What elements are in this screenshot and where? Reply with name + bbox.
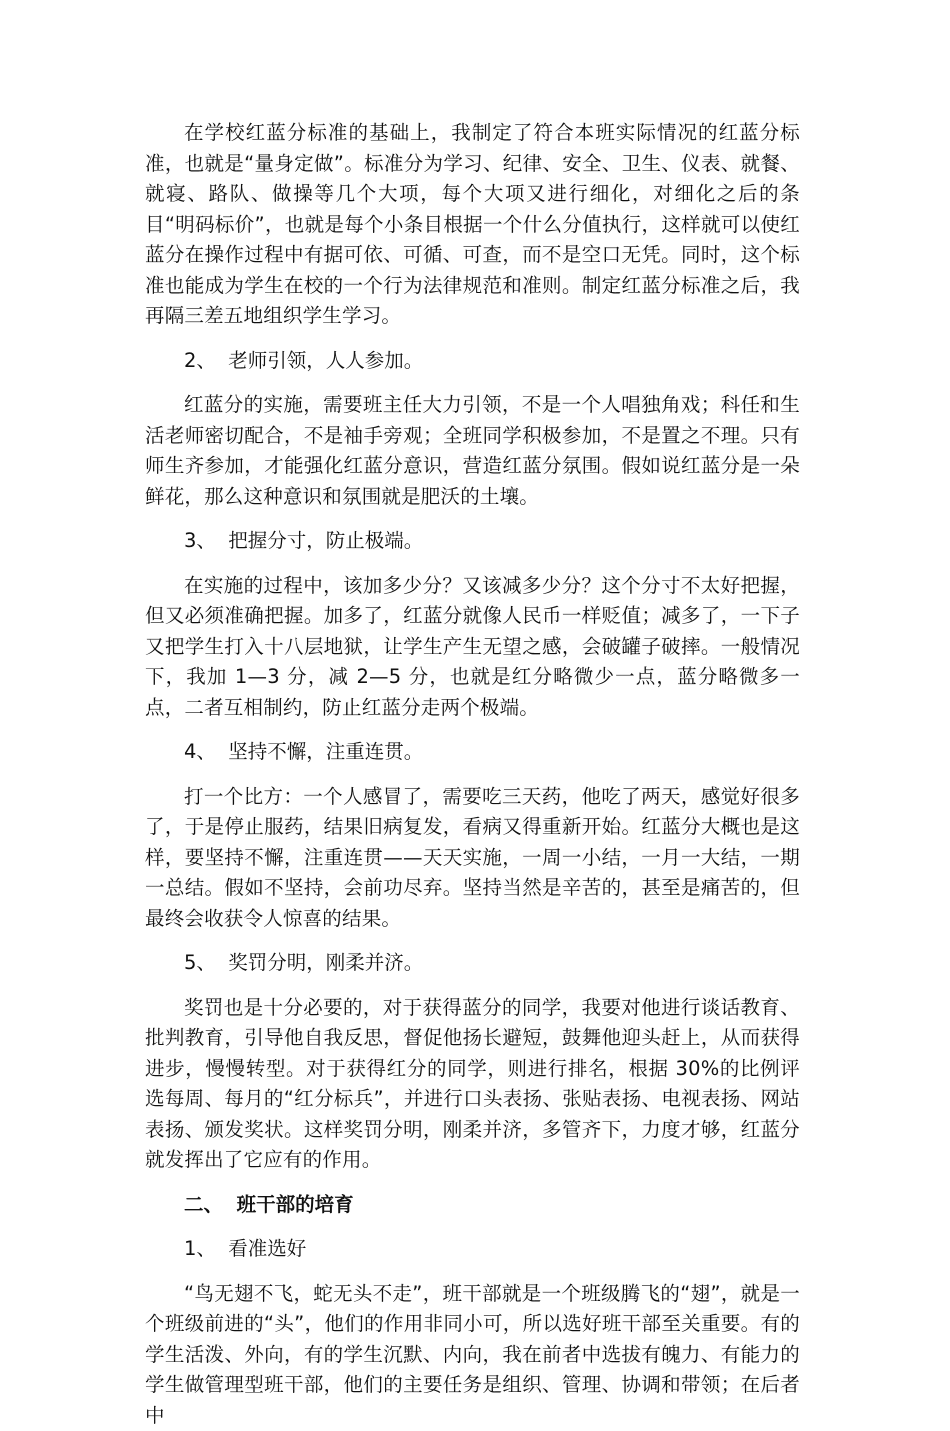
paragraph-persistence: 打一个比方：一个人感冒了，需要吃三天药，他吃了两天，感觉好很多了，于是停止服药，结果旧病复发，看病又得重新开始。红蓝分大概也是这样，要坚持不懈，注重连贯——天天实施，一周一小结，一月一大结，一期一总结。假如不坚持，会前功尽弃。坚持当然是辛苦的，甚至是痛苦的，但最终会收获令人惊喜的结果。 [145, 782, 800, 935]
paragraph-red-blue-standard: 在学校红蓝分标准的基础上，我制定了符合本班实际情况的红蓝分标准，也就是“量身定做”。标准分为学习、纪律、安全、卫生、仪表、就餐、就寝、路队、做操等几个大项，每个大项又进行细化，对细化之后的条目“明码标价”，也就是每个小条目根据一个什么分值执行，这样就可以使红蓝分在操作过程中有据可依、可循、可查，而不是空口无凭。同时，这个标准也能成为学生在校的一个行为法律规范和准则。制定红蓝分标准之后，我再隔三差五地组织学生学习。 [145, 118, 800, 332]
spacer [145, 512, 800, 526]
spacer [145, 376, 800, 390]
spacer [145, 557, 800, 571]
spacer [145, 1265, 800, 1279]
item-heading-3: 3、 把握分寸，防止极端。 [145, 526, 800, 557]
document-body [145, 118, 800, 1431]
spacer [145, 1220, 800, 1234]
paragraph-select-cadres: “鸟无翅不飞，蛇无头不走”，班干部就是一个班级腾飞的“翅”，就是一个班级前进的“头”，他们的作用非同小可，所以选好班干部至关重要。有的学生活泼、外向，有的学生沉默、内向，我在前者中选拔有魄力、有能力的学生做管理型班干部，他们的主要任务是组织、管理、协调和带领；在后者中 [145, 1279, 800, 1431]
spacer [145, 332, 800, 346]
item-heading-1: 1、 看准选好 [145, 1234, 800, 1265]
section-heading-class-cadres: 二、 班干部的培育 [145, 1190, 800, 1221]
spacer [145, 723, 800, 737]
spacer [145, 979, 800, 993]
paragraph-reward-punish: 奖罚也是十分必要的，对于获得蓝分的同学，我要对他进行谈话教育、批判教育，引导他自我反思，督促他扬长避短，鼓舞他迎头赶上，从而获得进步，慢慢转型。对于获得红分的同学，则进行排名，根据 30%的比例评选每周、每月的“红分标兵”，并进行口头表扬、张贴表扬、电视表扬、网站表扬、颁发奖状。这样奖罚分明，刚柔并济，多管齐下，力度才够，红蓝分就发挥出了它应有的作用。 [145, 993, 800, 1176]
item-heading-5: 5、 奖罚分明，刚柔并济。 [145, 948, 800, 979]
spacer [145, 768, 800, 782]
paragraph-teacher-lead: 红蓝分的实施，需要班主任大力引领，不是一个人唱独角戏；科任和生活老师密切配合，不是袖手旁观；全班同学积极参加，不是置之不理。只有师生齐参加，才能强化红蓝分意识，营造红蓝分氛围。假如说红蓝分是一朵鲜花，那么这种意识和氛围就是肥沃的土壤。 [145, 390, 800, 512]
spacer [145, 1176, 800, 1190]
spacer [145, 934, 800, 948]
paragraph-grasp-measure: 在实施的过程中，该加多少分？又该减多少分？这个分寸不太好把握，但又必须准确把握。加多了，红蓝分就像人民币一样贬值；减多了，一下子又把学生打入十八层地狱，让学生产生无望之感，会破罐子破摔。一般情况下，我加 1—3 分，减 2—5 分，也就是红分略微少一点，蓝分略微多一点，二者互相制约，防止红蓝分走两个极端。 [145, 571, 800, 724]
item-heading-2: 2、 老师引领，人人参加。 [145, 346, 800, 377]
item-heading-4: 4、 坚持不懈，注重连贯。 [145, 737, 800, 768]
